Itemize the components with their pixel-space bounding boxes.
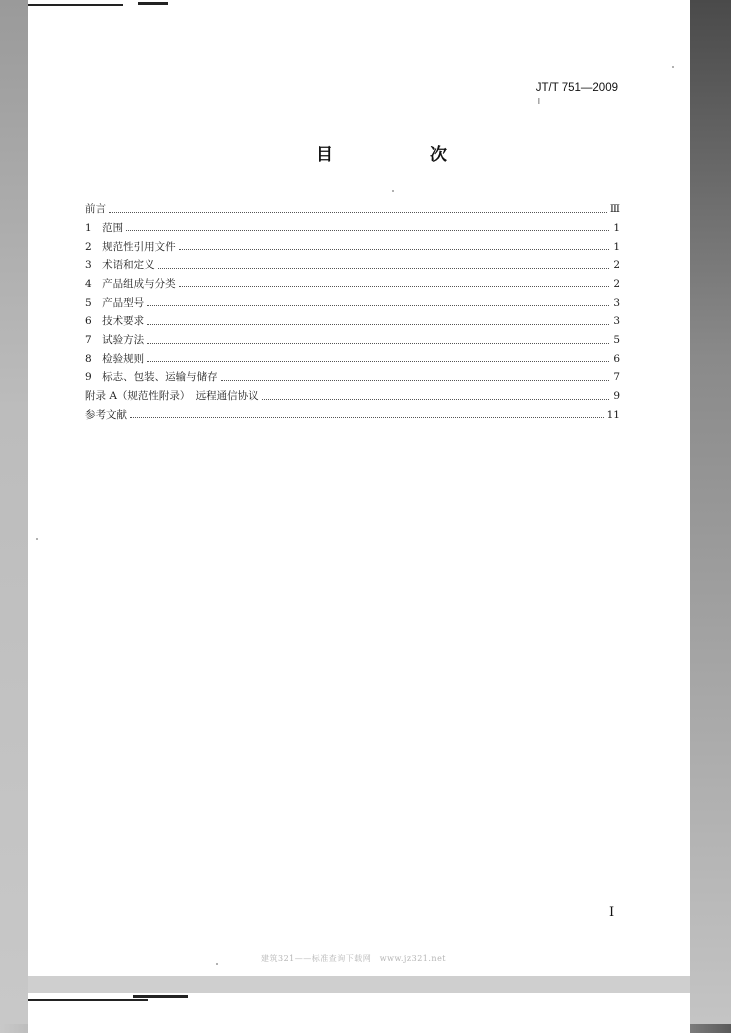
scan-speck [392,190,394,192]
toc-entry-page: 2 [613,259,620,272]
scan-speck [36,538,38,540]
toc-leader-dots [179,239,609,250]
toc-leader-dots [179,276,609,287]
toc-entry-page: 5 [613,334,620,346]
toc-entry[interactable] [85,215,620,234]
toc-entry-page: 11 [606,408,620,421]
scan-artifact [28,999,148,1001]
document-number: JT/T 751—2009 [535,82,618,94]
toc-leader-dots [126,220,609,231]
toc-leader-dots [147,295,609,306]
scan-tick-mark: l [538,97,540,106]
toc-entry-page: 1 [613,221,620,234]
toc-entry-page: 3 [613,296,620,309]
toc-entry-label: 5 产品型号 [85,296,145,309]
page-title: 目 次 [316,145,487,165]
toc-entry-label: 1 范围 [85,221,124,234]
toc-entry[interactable] [85,346,620,365]
toc-entry-page: 3 [613,315,620,328]
toc-entry[interactable] [85,196,620,215]
next-document-page [28,993,690,1033]
toc-entry-label: 参考文献 [85,408,127,421]
page-number: I [609,905,615,920]
toc-entry[interactable] [85,364,620,383]
toc-leader-dots [109,202,607,213]
viewer-background-left [0,0,28,1024]
toc-leader-dots [262,389,609,400]
toc-leader-dots [147,333,609,344]
toc-entry[interactable] [85,271,620,290]
toc-entry-label: 8 检验规则 [85,352,145,365]
toc-entry[interactable] [85,252,620,271]
toc-entry[interactable] [85,233,620,252]
toc-entry-page: 1 [613,240,620,253]
table-of-contents [85,196,620,420]
toc-entry-label: 3 术语和定义 [85,259,155,272]
toc-leader-dots [158,258,609,269]
toc-entry-label: 附录 A（规范性附录） 远程通信协议 [85,390,259,403]
toc-leader-dots [221,370,609,381]
toc-entry[interactable] [85,308,620,327]
toc-entry-label: 前言 [85,203,106,216]
toc-entry-label: 6 技术要求 [85,315,145,328]
viewer-background-right [690,0,731,1024]
toc-leader-dots [147,314,609,325]
toc-entry[interactable] [85,383,620,402]
toc-leader-dots [147,351,609,362]
toc-entry-label: 9 标志、包装、运输与储存 [85,371,218,384]
toc-entry-label: 2 规范性引用文件 [85,240,176,253]
scan-speck [216,963,218,965]
toc-entry-label: 7 试验方法 [85,334,145,346]
toc-entry-page: 2 [613,277,620,290]
scan-artifact [138,2,168,5]
watermark: 建筑321——标准查询下载网 www.jz321.net [261,954,447,963]
toc-leader-dots [130,407,604,418]
scan-artifact [133,995,188,998]
scan-artifact [28,4,123,6]
toc-entry-page: 9 [613,390,620,403]
scan-speck [672,66,674,68]
toc-entry-page: 6 [613,352,620,365]
document-page [28,0,690,976]
toc-entry[interactable] [85,289,620,308]
toc-entry[interactable] [85,327,620,346]
toc-entry-page: 7 [613,371,620,384]
toc-entry-label: 4 产品组成与分类 [85,277,176,290]
toc-entry-page: Ⅲ [609,203,620,216]
toc-entry[interactable] [85,402,620,421]
